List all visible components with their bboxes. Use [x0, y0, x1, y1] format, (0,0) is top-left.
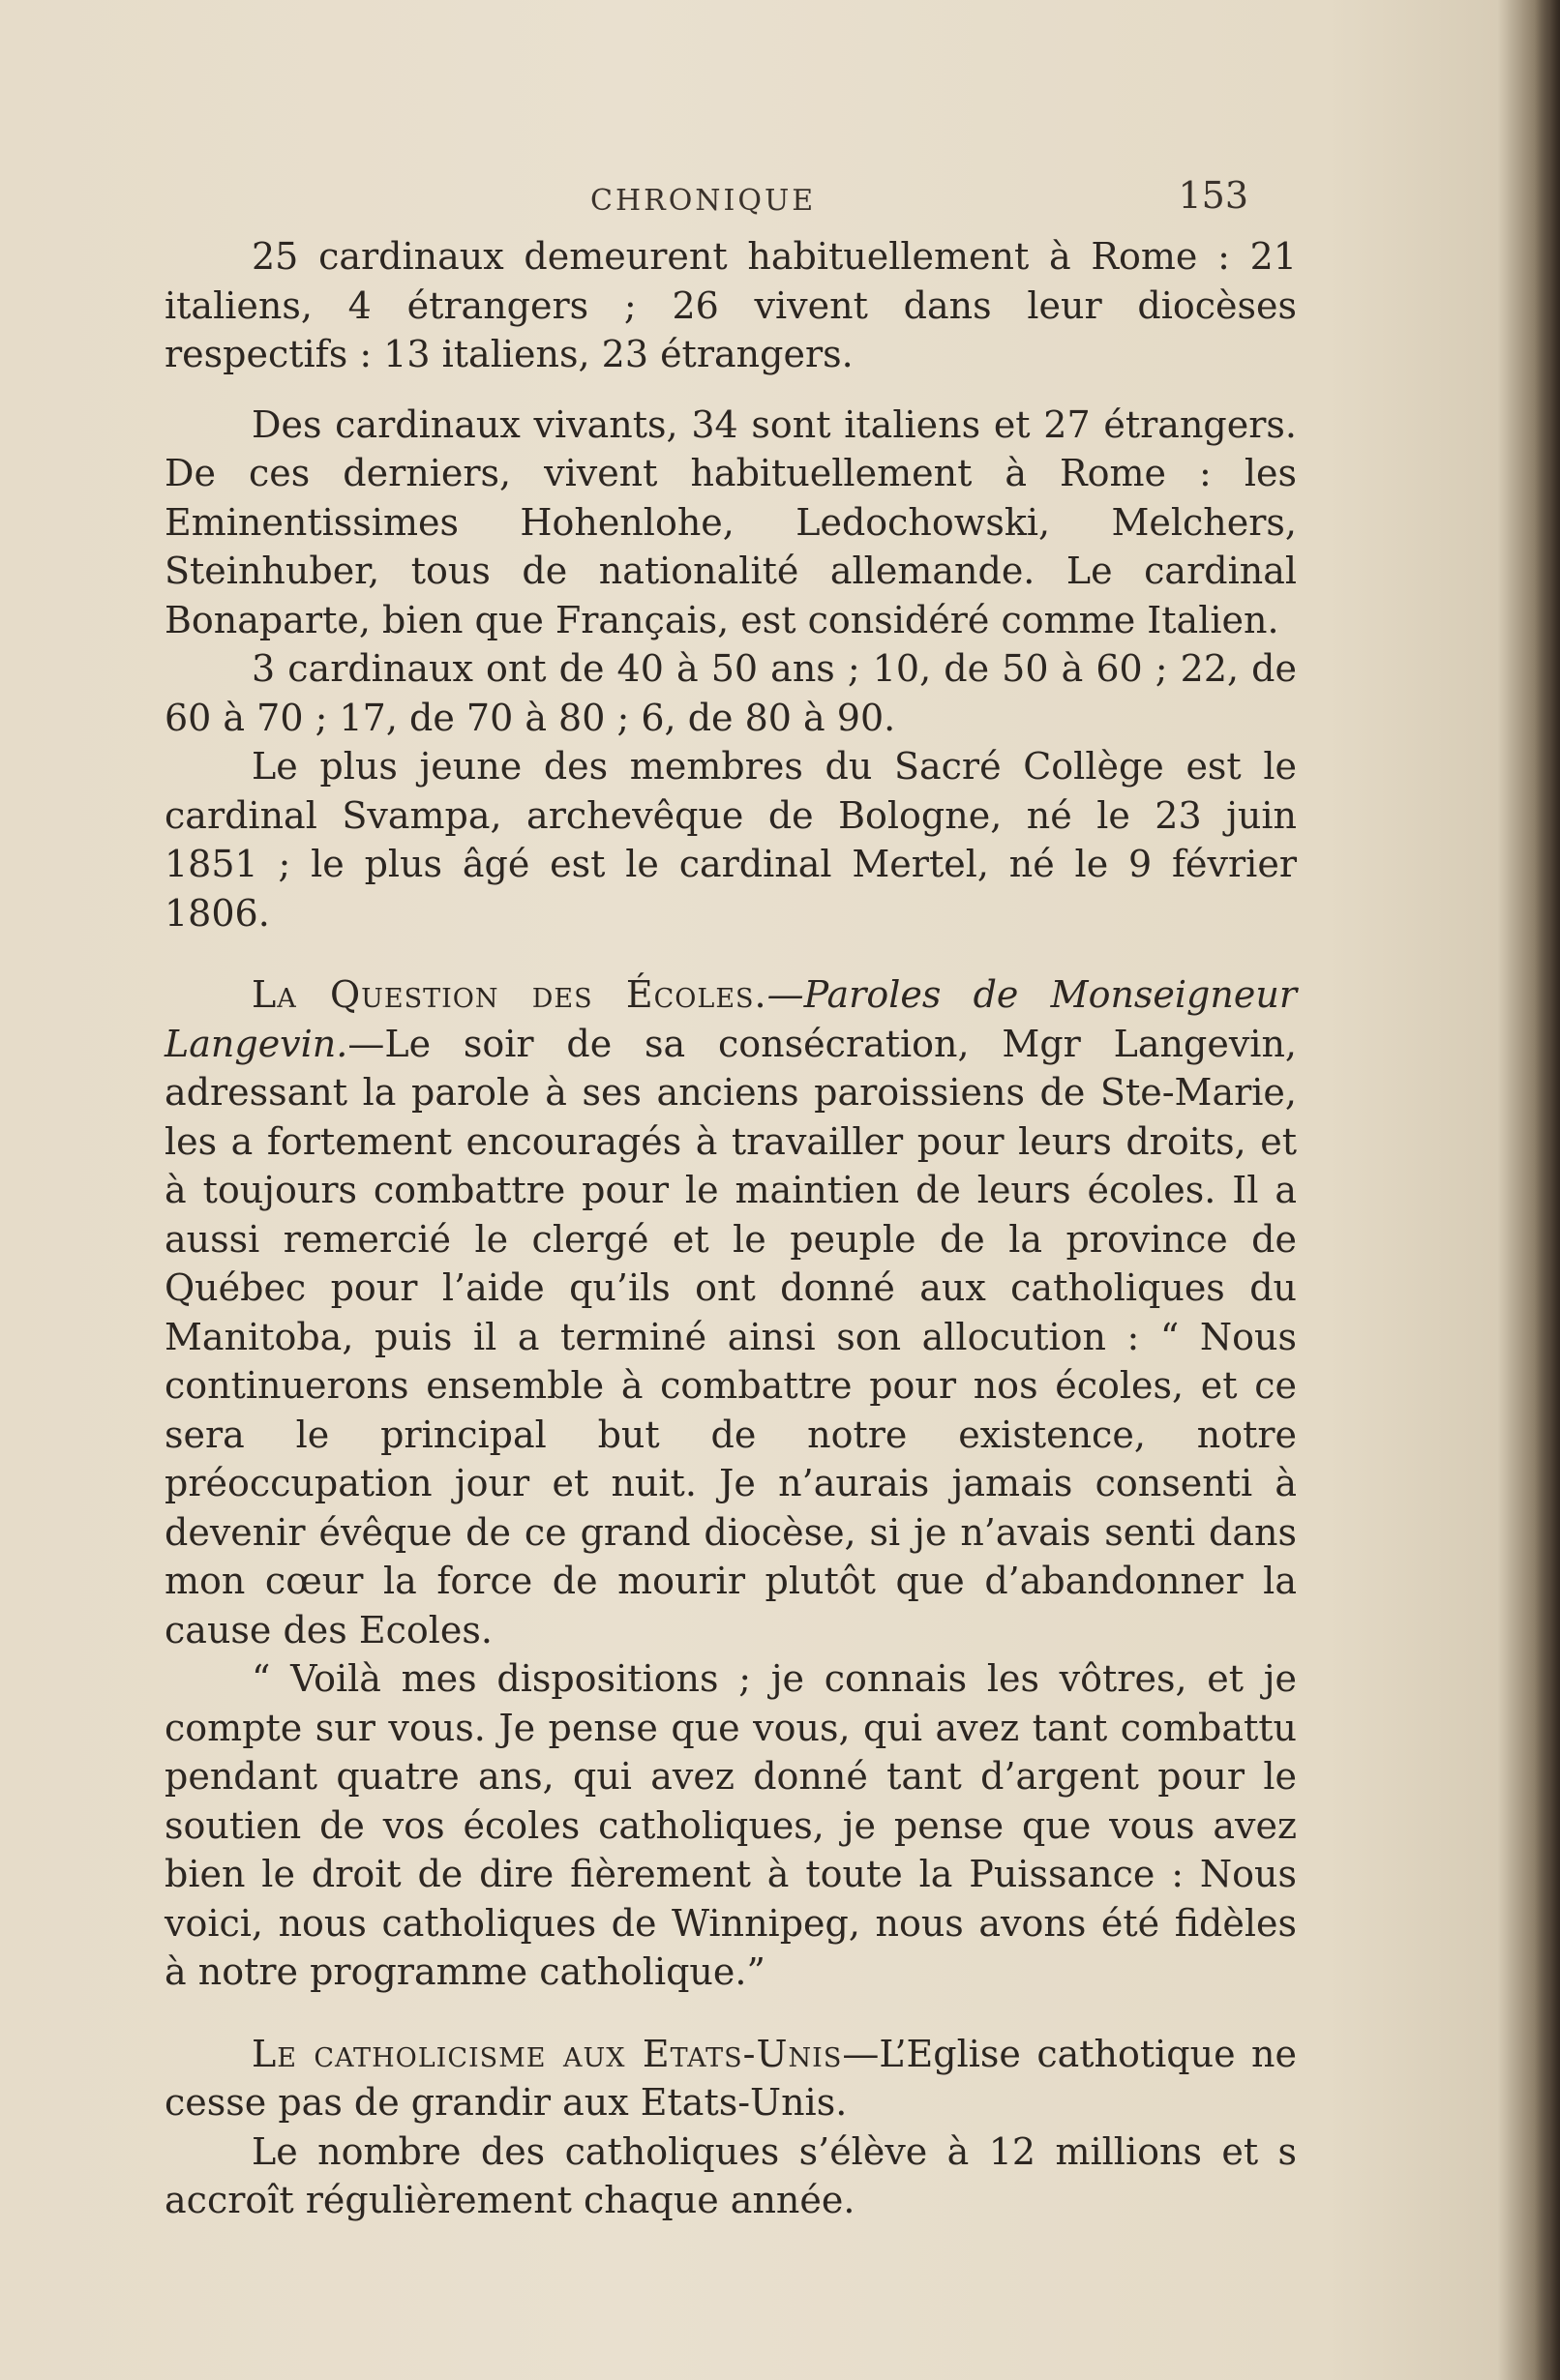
paragraph-cardinals-nationality: Des cardinaux vivants, 34 sont italiens et 27 étrangers. De ces derniers, vivent habituellement à Rome : les Eminentissimes Hohenlohe, Ledochowski, Melchers, Steinhuber, tous de nationalité allemande. Le cardinal Bonaparte, bien que Français, est considéré comme Italien.	[165, 402, 1297, 641]
page-header	[165, 174, 1248, 232]
section-ecoles-heading: La Question des Écoles.	[252, 973, 767, 1016]
section-usa-paragraph-2: Le nombre des catholiques s’élève à 12 millions et s accroît régulièrement chaque année.	[165, 2129, 1297, 2221]
book-spine-shadow	[1535, 0, 1560, 2380]
section-ecoles-paragraph	[165, 970, 1297, 1654]
section-ecoles-subheading: —Paroles de Monseigneur Langevin.	[165, 973, 1297, 1065]
page-number: 153	[1178, 174, 1248, 217]
section-usa-heading: Le catholicisme aux Etats-Unis	[252, 2032, 843, 2075]
section-usa-paragraph	[165, 2030, 1297, 2127]
page-body	[165, 232, 1297, 2225]
section-ecoles-text: —Le soir de sa consécration, Mgr Langevin, adressant la parole à ses anciens paroissiens de Ste-Marie, les a fortement encouragés à travailler pour leurs droits, et à toujours combattre pour le maintien de leurs écoles. Il a aussi remercié le clergé et le peuple de la province de Québec pour l’aide qu’ils ont donné aux catholiques du Manitoba, puis il a terminé ainsi son allocution : “ Nous continuerons ensemble à combattre pour nos écoles, et ce sera le principal but de notre existence, notre préoccupation jour et nuit. Je n’aurais jamais consenti à devenir évêque de ce grand diocèse, si je n’avais senti dans mon cœur la force de mourir plutôt que d’abandonner la cause des Ecoles.	[165, 1022, 1297, 1651]
paragraph-cardinals-ages: 3 cardinaux ont de 40 à 50 ans ; 10, de 50 à 60 ; 22, de 60 à 70 ; 17, de 70 à 80 ; 6, de 80 à 90.	[165, 647, 1297, 739]
section-ecoles-quote: “ Voilà mes dispositions ; je connais les vôtres, et je compte sur vous. Je pense que vous, qui avez tant combattu pendant quatre ans, qui avez donné tant d’argent pour le soutien de vos écoles catholiques, je pense que vous avez bien le droit de dire fièrement à toute la Puissance : Nous voici, nous catholiques de Winnipeg, nous avons été fidèles à notre programme catholique.”	[165, 1657, 1297, 1993]
running-head: CHRONIQUE	[590, 184, 817, 218]
section-usa-text: —L’Eglise cathotique ne cesse pas de grandir aux Etats-Unis.	[165, 2032, 1297, 2124]
paragraph-youngest-oldest: Le plus jeune des membres du Sacré Collège est le cardinal Svampa, archevêque de Bologne, né le 23 juin 1851 ; le plus âgé est le cardinal Mertel, né le 9 février 1806.	[165, 745, 1297, 935]
paragraph-cardinals-rome: 25 cardinaux demeurent habituellement à Rome : 21 italiens, 4 étrangers ; 26 vivent dans leur diocèses respectifs : 13 italiens, 23 étrangers.	[165, 235, 1297, 375]
